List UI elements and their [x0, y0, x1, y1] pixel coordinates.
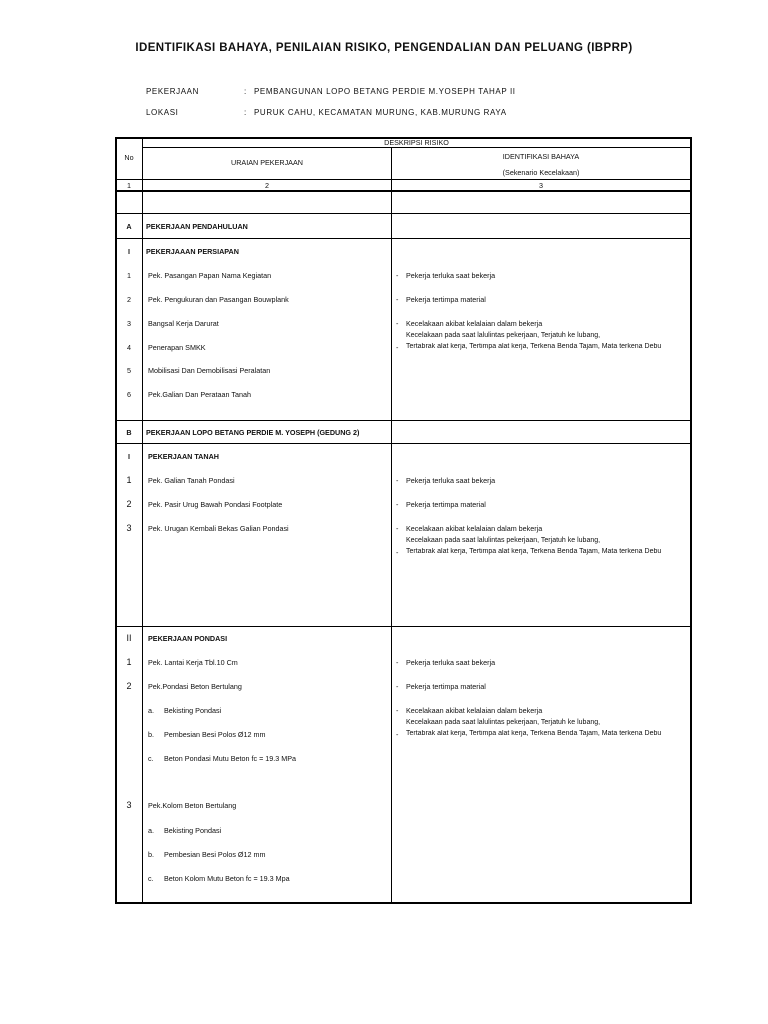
item-no: 3 — [127, 319, 131, 328]
column-number: 2 — [265, 181, 269, 190]
section-label: PEKERJAAN LOPO BETANG PERDIE M. YOSEPH (GEDUNG 2) — [146, 428, 360, 437]
risk-text: Tertabrak alat kerja, Tertimpa alat kerja, Terkena Benda Tajam, Mata terkena Debu — [406, 730, 662, 737]
item-no: 3 — [126, 800, 132, 810]
risk-text: Kecelakaan akibat kelalaian dalam bekerja — [406, 524, 543, 533]
header-uraian: URAIAN PEKERJAAN — [231, 158, 303, 167]
bullet-dash: - — [396, 271, 399, 280]
header-identifikasi-sub: (Sekenario Kecelakaan) — [502, 168, 580, 177]
item-label: Pek.Pondasi Beton Bertulang — [148, 682, 242, 691]
item-label: Pek. Lantai Kerja Tbl.10 Cm — [148, 658, 238, 667]
sub-item-label: Pembesian Besi Polos Ø12 mm — [164, 850, 266, 859]
bullet-dash: - — [396, 548, 399, 557]
table-border-bottom — [115, 902, 692, 904]
risk-text: Pekerja tertimpa material — [406, 682, 486, 691]
column-number: 3 — [539, 181, 543, 190]
column-divider — [391, 190, 392, 213]
item-no: 2 — [127, 295, 131, 304]
meta-separator: : — [244, 87, 247, 96]
sub-item-mark: a. — [148, 706, 154, 715]
item-label: Mobilisasi Dan Demobilisasi Peralatan — [148, 366, 271, 375]
item-label: Pek. Pasir Urug Bawah Pondasi Footplate — [148, 500, 283, 509]
bullet-dash: - — [396, 295, 399, 304]
sub-item-label: Bekisting Pondasi — [164, 706, 222, 715]
meta-key: PEKERJAAN — [146, 87, 199, 96]
risk-text: Kecelakaan pada saat lalulintas pekerjaan, Terjatuh ke lubang, — [406, 332, 601, 339]
risk-text: Tertabrak alat kerja, Tertimpa alat kerja, Terkena Benda Tajam, Mata terkena Debu — [406, 548, 662, 555]
sub-item-mark: c. — [148, 754, 154, 763]
risk-text: Kecelakaan pada saat lalulintas pekerjaan, Terjatuh ke lubang, — [406, 719, 601, 726]
row-divider — [115, 179, 692, 180]
bullet-dash: - — [396, 524, 399, 533]
item-no: 1 — [126, 657, 132, 667]
column-divider — [142, 137, 143, 903]
item-label: Pek. Galian Tanah Pondasi — [148, 476, 235, 485]
item-no: 2 — [126, 681, 132, 691]
item-no: 4 — [127, 343, 131, 352]
item-no: 2 — [126, 499, 132, 509]
column-divider — [391, 443, 392, 626]
bullet-dash: - — [396, 706, 399, 715]
item-label: Pek.Kolom Beton Bertulang — [148, 801, 237, 810]
section-no: B — [126, 428, 132, 437]
item-label: Bangsal Kerja Darurat — [148, 319, 219, 328]
bullet-dash: - — [396, 500, 399, 509]
sub-item-label: Beton Kolom Mutu Beton fc = 19.3 Mpa — [164, 874, 290, 883]
item-label: Pek. Urugan Kembali Bekas Galian Pondasi — [148, 524, 289, 533]
column-divider — [391, 213, 392, 238]
sub-item-label: Pembesian Besi Polos Ø12 mm — [164, 730, 266, 739]
row-divider — [142, 147, 692, 148]
row-divider — [115, 626, 692, 627]
group-label: PEKERJAAN PONDASI — [148, 634, 228, 643]
header-identifikasi: IDENTIFIKASI BAHAYA — [502, 152, 580, 161]
item-label: Pek. Pasangan Papan Nama Kegiatan — [148, 271, 272, 280]
bullet-dash: - — [396, 730, 399, 739]
header-no: No — [124, 153, 134, 162]
sub-item-mark: b. — [148, 730, 154, 739]
group-label: PEKERJAAN TANAH — [148, 452, 219, 461]
meta-value: PEMBANGUNAN LOPO BETANG PERDIE M.YOSEPH TAHAP II — [254, 87, 516, 96]
risk-text: Pekerja tertimpa material — [406, 500, 486, 509]
risk-text: Pekerja terluka saat bekerja — [406, 476, 496, 485]
risk-text: Kecelakaan pada saat lalulintas pekerjaan, Terjatuh ke lubang, — [406, 537, 601, 544]
item-no: 6 — [127, 390, 131, 399]
section-no: A — [126, 222, 132, 231]
bullet-dash: - — [396, 343, 399, 352]
bullet-dash: - — [396, 476, 399, 485]
sub-item-mark: b. — [148, 850, 154, 859]
risk-text: Pekerja terluka saat bekerja — [406, 658, 496, 667]
risk-text: Kecelakaan akibat kelalaian dalam bekerja — [406, 319, 543, 328]
header-group-label: DESKRIPSI RISIKO — [384, 138, 449, 147]
row-divider — [115, 238, 692, 239]
item-label: Pek. Pengukuran dan Pasangan Bouwplank — [148, 295, 289, 304]
group-no: I — [128, 247, 130, 256]
risk-text: Kecelakaan akibat kelalaian dalam bekerja — [406, 706, 543, 715]
group-label: PEKERJAAAN PERSIAPAN — [146, 247, 239, 256]
document-title: IDENTIFIKASI BAHAYA, PENILAIAN RISIKO, PENGENDALIAN DAN PELUANG (IBPRP) — [135, 42, 633, 54]
bullet-dash: - — [396, 682, 399, 691]
meta-key: LOKASI — [146, 108, 179, 117]
column-divider — [391, 238, 392, 420]
meta-value: PURUK CAHU, KECAMATAN MURUNG, KAB.MURUNG RAYA — [254, 108, 507, 117]
meta-separator: : — [244, 108, 247, 117]
bullet-dash: - — [396, 658, 399, 667]
risk-text: Pekerja terluka saat bekerja — [406, 271, 496, 280]
item-label: Pek.Galian Dan Perataan Tanah — [148, 390, 251, 399]
row-divider — [115, 213, 692, 214]
table-border-right — [690, 137, 692, 903]
column-divider — [391, 626, 392, 903]
item-no: 5 — [127, 366, 131, 375]
bullet-dash: - — [396, 319, 399, 328]
group-no: II — [126, 633, 132, 643]
item-label: Penerapan SMKK — [148, 343, 206, 352]
sub-item-mark: c. — [148, 874, 154, 883]
item-no: 1 — [126, 475, 132, 485]
item-no: 1 — [127, 271, 131, 280]
group-no: I — [128, 452, 130, 461]
row-divider — [115, 443, 692, 444]
row-divider — [115, 190, 692, 192]
column-divider — [391, 420, 392, 443]
section-label: PEKERJAAN PENDAHULUAN — [146, 222, 248, 231]
row-divider — [115, 420, 692, 421]
sub-item-label: Bekisting Pondasi — [164, 826, 222, 835]
risk-text: Tertabrak alat kerja, Tertimpa alat kerja, Terkena Benda Tajam, Mata terkena Debu — [406, 343, 662, 350]
sub-item-label: Beton Pondasi Mutu Beton fc = 19.3 MPa — [164, 754, 297, 763]
column-number: 1 — [127, 181, 131, 190]
risk-text: Pekerja tertimpa material — [406, 295, 486, 304]
item-no: 3 — [126, 523, 132, 533]
sub-item-mark: a. — [148, 826, 154, 835]
